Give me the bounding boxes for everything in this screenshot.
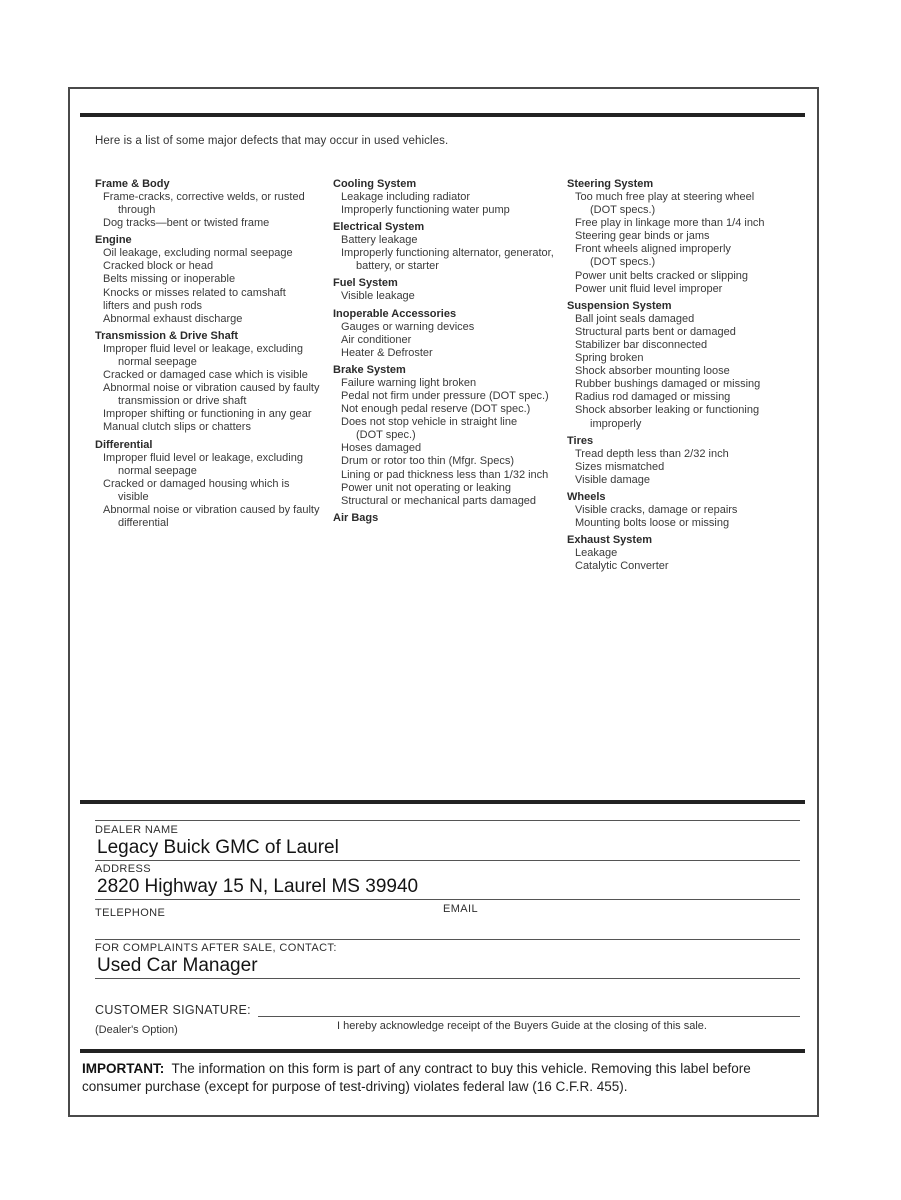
defect-line: Shock absorber leaking or functioning <box>575 404 760 417</box>
defect-section-title: Fuel System <box>333 277 398 290</box>
defect-line: (DOT spec.) <box>356 429 416 442</box>
defect-line: Improper fluid level or leakage, excluding <box>103 342 303 355</box>
defect-line: Battery leakage <box>341 234 418 247</box>
defect-section <box>333 177 567 217</box>
important-divider-rule <box>80 1049 805 1053</box>
defect-line: Structural parts bent or damaged <box>575 325 736 338</box>
defect-section-title: Exhaust System <box>567 534 652 547</box>
defect-line: Structural or mechanical parts damaged <box>341 494 537 507</box>
defect-section-title: Differential <box>95 438 153 451</box>
defect-section <box>333 363 567 508</box>
dealer-name-value: Legacy Buick GMC of Laurel <box>97 836 339 858</box>
complaints-contact-value: Used Car Manager <box>97 955 258 976</box>
important-label: IMPORTANT: <box>82 1061 165 1076</box>
complaints-contact-label: FOR COMPLAINTS AFTER SALE, CONTACT: <box>95 942 337 954</box>
defect-line: Cracked block or head <box>103 260 214 273</box>
defect-section-title: Engine <box>95 234 132 247</box>
important-notice <box>82 1060 798 1095</box>
defect-line: Visible leakage <box>341 290 415 303</box>
defect-line: Sizes mismatched <box>575 460 665 473</box>
defect-line: Spring broken <box>575 352 644 365</box>
defect-line: Catalytic Converter <box>575 560 669 573</box>
customer-signature-label: CUSTOMER SIGNATURE: <box>95 1003 251 1017</box>
dealers-option-note: (Dealer's Option) <box>95 1024 178 1036</box>
address-label: ADDRESS <box>95 863 151 875</box>
defect-line: normal seepage <box>118 355 197 368</box>
defect-section-title: Wheels <box>567 490 606 503</box>
defect-section-title: Air Bags <box>333 511 379 524</box>
defect-line: Steering gear binds or jams <box>575 230 710 243</box>
top-divider-rule <box>80 113 805 117</box>
defect-line: Visible damage <box>575 473 651 486</box>
defect-line: Not enough pedal reserve (DOT spec.) <box>341 403 531 416</box>
signature-line <box>258 1003 800 1017</box>
defect-section <box>567 434 807 487</box>
important-text: The information on this form is part of any contract to buy this vehicle. Removing this label before consumer purchase (except for purpose of test-driving) violates federal law (16 C.F.R. 455). <box>82 1061 751 1094</box>
defect-line: transmission or drive shaft <box>118 395 247 408</box>
dealer-section-divider-rule <box>80 800 805 804</box>
defect-section-title: Cooling System <box>333 178 417 190</box>
dealer-fields <box>95 820 800 1034</box>
defect-line: Radius rod damaged or missing <box>575 391 731 404</box>
defect-section-title: Frame & Body <box>95 178 170 190</box>
defect-line: Knocks or misses related to camshaft <box>103 286 286 299</box>
defect-section <box>333 307 567 360</box>
defect-section-title: Inoperable Accessories <box>333 307 457 320</box>
defect-line: Power unit fluid level improper <box>575 282 723 295</box>
defect-line: Belts missing or inoperable <box>103 273 236 286</box>
defect-section-title: Suspension System <box>567 299 672 312</box>
signature-subrow <box>95 1020 800 1034</box>
defect-line: visible <box>118 490 149 503</box>
defect-line: Too much free play at steering wheel <box>575 191 755 203</box>
defect-line: Abnormal noise or vibration caused by faulty <box>103 382 320 395</box>
defect-section <box>567 533 807 573</box>
defect-section <box>95 177 333 230</box>
defect-line: Leakage including radiator <box>341 191 471 203</box>
defect-line: Shock absorber mounting loose <box>575 365 730 378</box>
defect-section <box>333 511 567 525</box>
defect-section <box>333 276 567 303</box>
defect-section <box>95 233 333 326</box>
defect-line: Mounting bolts loose or missing <box>575 516 730 529</box>
defect-line: Lining or pad thickness less than 1/32 inch <box>341 468 549 481</box>
defect-section-title: Transmission & Drive Shaft <box>95 329 239 342</box>
field-rule <box>95 978 800 979</box>
defect-line: Front wheels aligned improperly <box>575 243 731 256</box>
defect-line: Air conditioner <box>341 333 412 346</box>
defect-line: Failure warning light broken <box>341 376 477 389</box>
defect-section <box>567 490 807 530</box>
address-value: 2820 Highway 15 N, Laurel MS 39940 <box>97 876 419 897</box>
telephone-email-row <box>95 903 800 917</box>
defect-line: Gauges or warning devices <box>341 320 475 333</box>
defect-section-title: Tires <box>567 434 594 447</box>
defect-line: differential <box>118 516 169 529</box>
field-rule <box>95 899 800 900</box>
defect-line: Visible cracks, damage or repairs <box>575 503 738 516</box>
defect-line: Improper shifting or functioning in any gear <box>103 408 312 421</box>
defect-line: Drum or rotor too thin (Mfgr. Specs) <box>341 455 514 468</box>
defect-line: battery, or starter <box>356 260 439 273</box>
defect-line: Dog tracks—bent or twisted frame <box>103 217 270 230</box>
intro-text: Here is a list of some major defects that may occur in used vehicles. <box>95 135 449 147</box>
defect-line: normal seepage <box>118 464 197 477</box>
defects-column-2 <box>333 177 567 573</box>
defect-line: Frame-cracks, corrective welds, or rusted <box>103 191 305 203</box>
defect-line: Pedal not firm under pressure (DOT spec.) <box>341 389 549 402</box>
field-rule <box>95 820 800 821</box>
defect-line: Improperly functioning alternator, generator, <box>341 247 554 260</box>
defect-line: Rubber bushings damaged or missing <box>575 378 761 391</box>
defect-line: Power unit belts cracked or slipping <box>575 269 749 282</box>
defect-line: Leakage <box>575 547 618 560</box>
defect-section-title: Brake System <box>333 363 406 376</box>
defect-line: through <box>118 204 156 217</box>
defect-line: Does not stop vehicle in straight line <box>341 416 518 429</box>
defect-section <box>95 438 333 531</box>
defects-columns <box>95 177 807 573</box>
acknowledge-note: I hereby acknowledge receipt of the Buyers Guide at the closing of this sale. <box>337 1020 707 1032</box>
defect-line: Free play in linkage more than 1/4 inch <box>575 217 765 230</box>
defect-section <box>95 329 333 435</box>
defect-section <box>333 220 567 273</box>
defect-line: Manual clutch slips or chatters <box>103 421 251 434</box>
defect-line: Abnormal exhaust discharge <box>103 312 243 325</box>
defect-line: Improper fluid level or leakage, excluding <box>103 451 303 464</box>
defect-line: Stabilizer bar disconnected <box>575 338 708 351</box>
defect-line: lifters and push rods <box>103 299 203 312</box>
defect-line: Power unit not operating or leaking <box>341 481 511 494</box>
defect-line: Tread depth less than 2/32 inch <box>575 447 729 460</box>
defect-line: Abnormal noise or vibration caused by faulty <box>103 503 320 516</box>
telephone-label: TELEPHONE <box>95 906 166 919</box>
defect-line: Cracked or damaged housing which is <box>103 477 290 490</box>
defect-section <box>567 177 807 296</box>
field-rule <box>95 939 800 940</box>
defect-section-title: Electrical System <box>333 221 425 234</box>
dealer-name-label: DEALER NAME <box>95 823 179 836</box>
defect-line: Cracked or damaged case which is visible <box>103 369 308 382</box>
defect-line: Hoses damaged <box>341 442 422 455</box>
defect-line: Ball joint seals damaged <box>575 312 695 325</box>
defect-line: (DOT specs.) <box>590 256 656 269</box>
defect-section <box>567 299 807 431</box>
buyers-guide-form-box <box>68 87 819 1117</box>
defect-line: Oil leakage, excluding normal seepage <box>103 247 293 260</box>
defect-line: Improperly functioning water pump <box>341 204 510 217</box>
defect-line: improperly <box>590 417 642 430</box>
email-label: EMAIL <box>443 902 479 915</box>
defects-column-1 <box>95 177 333 573</box>
customer-signature-row <box>95 1003 800 1017</box>
field-rule <box>95 860 800 861</box>
defect-line: Heater & Defroster <box>341 346 433 359</box>
defects-column-3 <box>567 177 807 573</box>
defect-section-title: Steering System <box>567 178 654 190</box>
defect-line: (DOT specs.) <box>590 204 656 217</box>
